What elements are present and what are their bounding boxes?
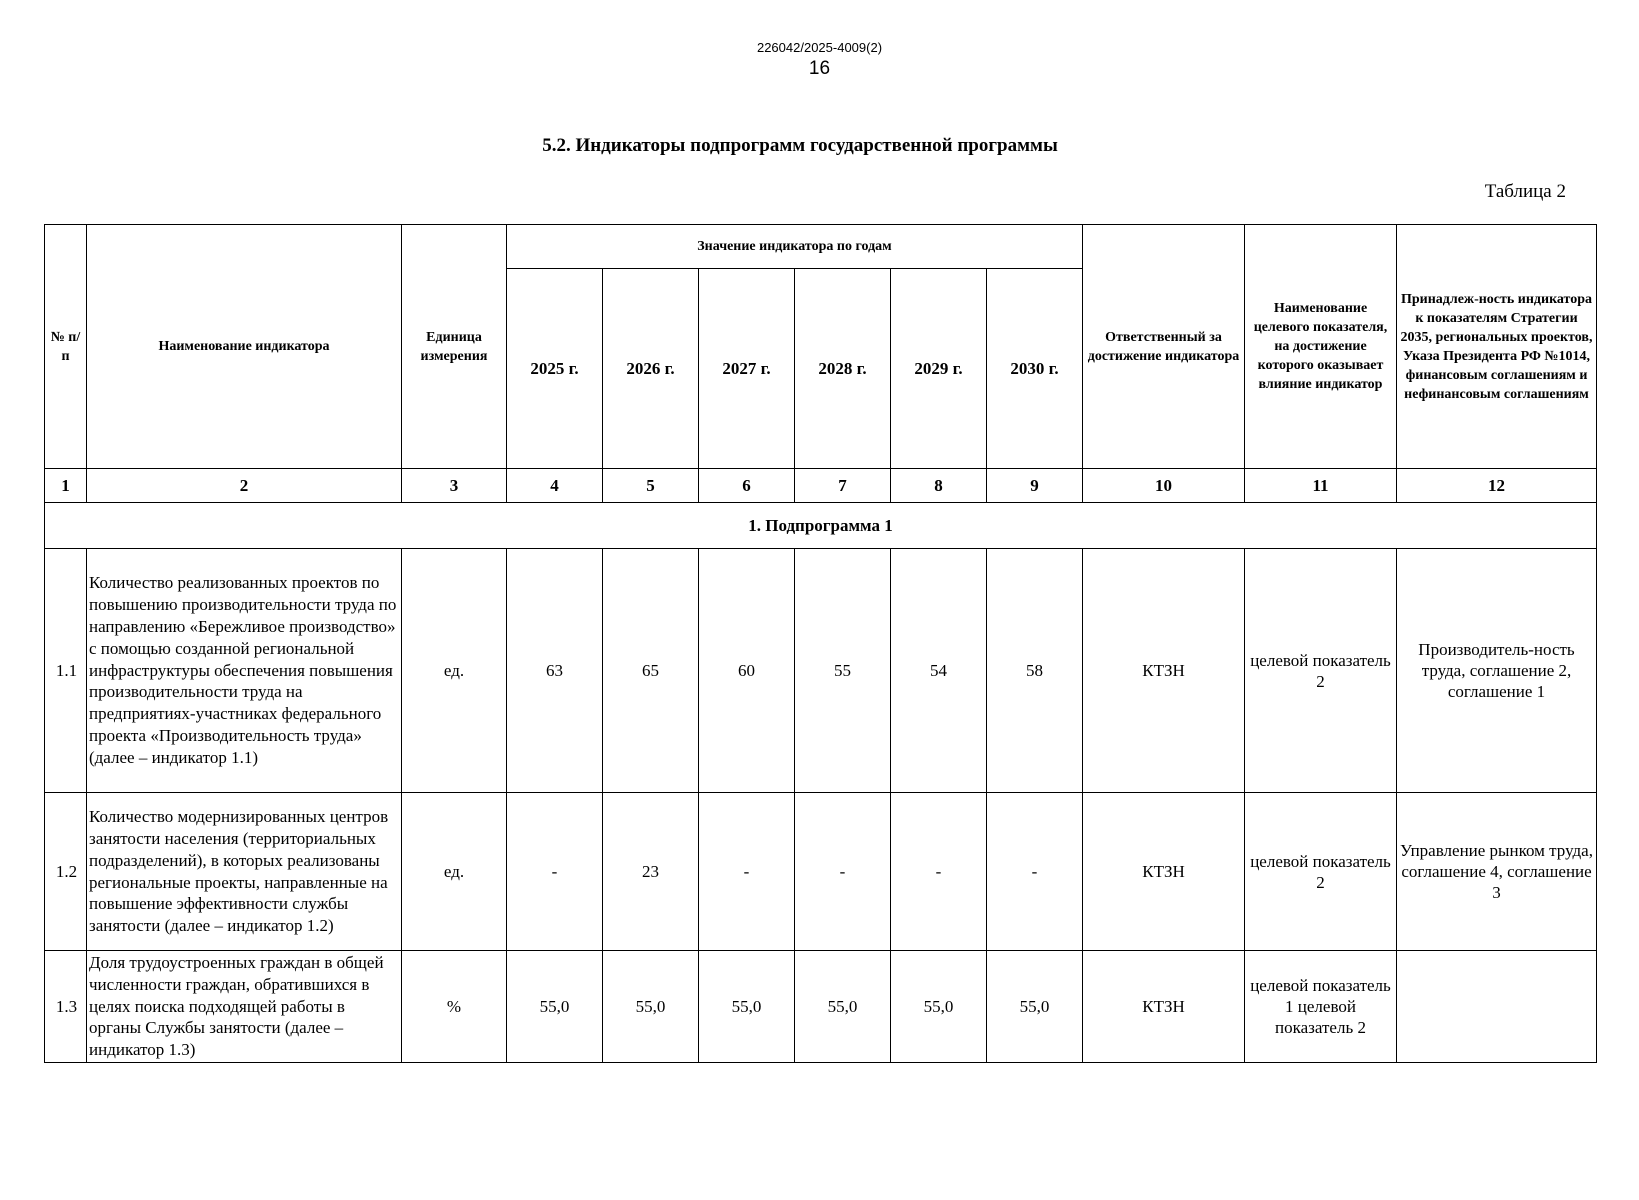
header-responsible: Ответственный за достижение индикатора (1083, 225, 1245, 469)
indicator-name: Доля трудоустроенных граждан в общей численности граждан, обратившихся в целях поиска подходящей работы в органы Службы занятости (далее – индикатор 1.3) (87, 951, 402, 1063)
column-number: 5 (603, 469, 699, 503)
value-2026: 23 (603, 793, 699, 951)
header-num: № п/п (45, 225, 87, 469)
target-indicator: целевой показатель 2 (1245, 793, 1397, 951)
column-number: 3 (402, 469, 507, 503)
affiliation: Производитель-ность труда, соглашение 2, соглашение 1 (1397, 549, 1597, 793)
value-2025: 55,0 (507, 951, 603, 1063)
header-unit: Единица измерения (402, 225, 507, 469)
column-number: 9 (987, 469, 1083, 503)
header-affiliation: Принадлеж-ность индикатора к показателям Стратегии 2035, региональных проектов, Указа Президента РФ №1014, финансовым соглашениям и нефинансовым соглашениям (1397, 225, 1597, 469)
table-row (45, 793, 1597, 951)
column-number: 10 (1083, 469, 1245, 503)
column-number: 4 (507, 469, 603, 503)
unit: ед. (402, 793, 507, 951)
header-row-top (45, 225, 1597, 269)
header-values-by-year: Значение индикатора по годам (507, 225, 1083, 269)
column-number: 8 (891, 469, 987, 503)
value-2028: - (795, 793, 891, 951)
header-year-2027: 2027 г. (699, 269, 795, 469)
affiliation (1397, 951, 1597, 1063)
value-2025: - (507, 793, 603, 951)
responsible: КТЗН (1083, 951, 1245, 1063)
responsible: КТЗН (1083, 549, 1245, 793)
column-number: 1 (45, 469, 87, 503)
unit: % (402, 951, 507, 1063)
header-target-indicator: Наименование целевого показателя, на достижение которого оказывает влияние индикатор (1245, 225, 1397, 469)
value-2027: - (699, 793, 795, 951)
column-number: 12 (1397, 469, 1597, 503)
value-2027: 60 (699, 549, 795, 793)
section-row (45, 503, 1597, 549)
unit: ед. (402, 549, 507, 793)
target-indicator: целевой показатель 1 целевой показатель 2 (1245, 951, 1397, 1063)
column-number: 7 (795, 469, 891, 503)
header-year-2026: 2026 г. (603, 269, 699, 469)
value-2030: - (987, 793, 1083, 951)
value-2028: 55,0 (795, 951, 891, 1063)
column-numbers-row (45, 469, 1597, 503)
row-number: 1.1 (45, 549, 87, 793)
header-name: Наименование индикатора (87, 225, 402, 469)
value-2030: 58 (987, 549, 1083, 793)
target-indicator: целевой показатель 2 (1245, 549, 1397, 793)
indicator-name: Количество модернизированных центров занятости населения (территориальных подразделений), в которых реализованы региональные проекты, направленные на повышение эффективности службы занятости (далее – индикатор 1.2) (87, 793, 402, 951)
value-2027: 55,0 (699, 951, 795, 1063)
responsible: КТЗН (1083, 793, 1245, 951)
value-2029: 55,0 (891, 951, 987, 1063)
value-2028: 55 (795, 549, 891, 793)
document-registration-number: 226042/2025-4009(2) (756, 40, 883, 55)
indicators-table (44, 224, 1597, 1063)
column-number: 11 (1245, 469, 1397, 503)
affiliation: Управление рынком труда, соглашение 4, соглашение 3 (1397, 793, 1597, 951)
row-number: 1.3 (45, 951, 87, 1063)
subprogram-title: 1. Подпрограмма 1 (45, 503, 1597, 549)
header-year-2025: 2025 г. (507, 269, 603, 469)
table-row (45, 549, 1597, 793)
value-2029: 54 (891, 549, 987, 793)
value-2026: 65 (603, 549, 699, 793)
value-2025: 63 (507, 549, 603, 793)
header-year-2028: 2028 г. (795, 269, 891, 469)
column-number: 6 (699, 469, 795, 503)
value-2026: 55,0 (603, 951, 699, 1063)
header-year-2029: 2029 г. (891, 269, 987, 469)
indicator-name: Количество реализованных проектов по повышению производительности труда по направлению «Бережливое производство» с помощью созданной региональной инфраструктуры обеспечения повышения производительности труда на предприятиях-участниках федерального проекта «Производительность труда» (далее – индикатор 1.1) (87, 549, 402, 793)
section-heading: 5.2. Индикаторы подпрограмм государственной программы (542, 135, 1058, 156)
page-number: 16 (808, 58, 831, 79)
table-row (45, 951, 1597, 1063)
value-2030: 55,0 (987, 951, 1083, 1063)
column-number: 2 (87, 469, 402, 503)
value-2029: - (891, 793, 987, 951)
header-year-2030: 2030 г. (987, 269, 1083, 469)
table-label: Таблица 2 (1484, 181, 1566, 202)
row-number: 1.2 (45, 793, 87, 951)
